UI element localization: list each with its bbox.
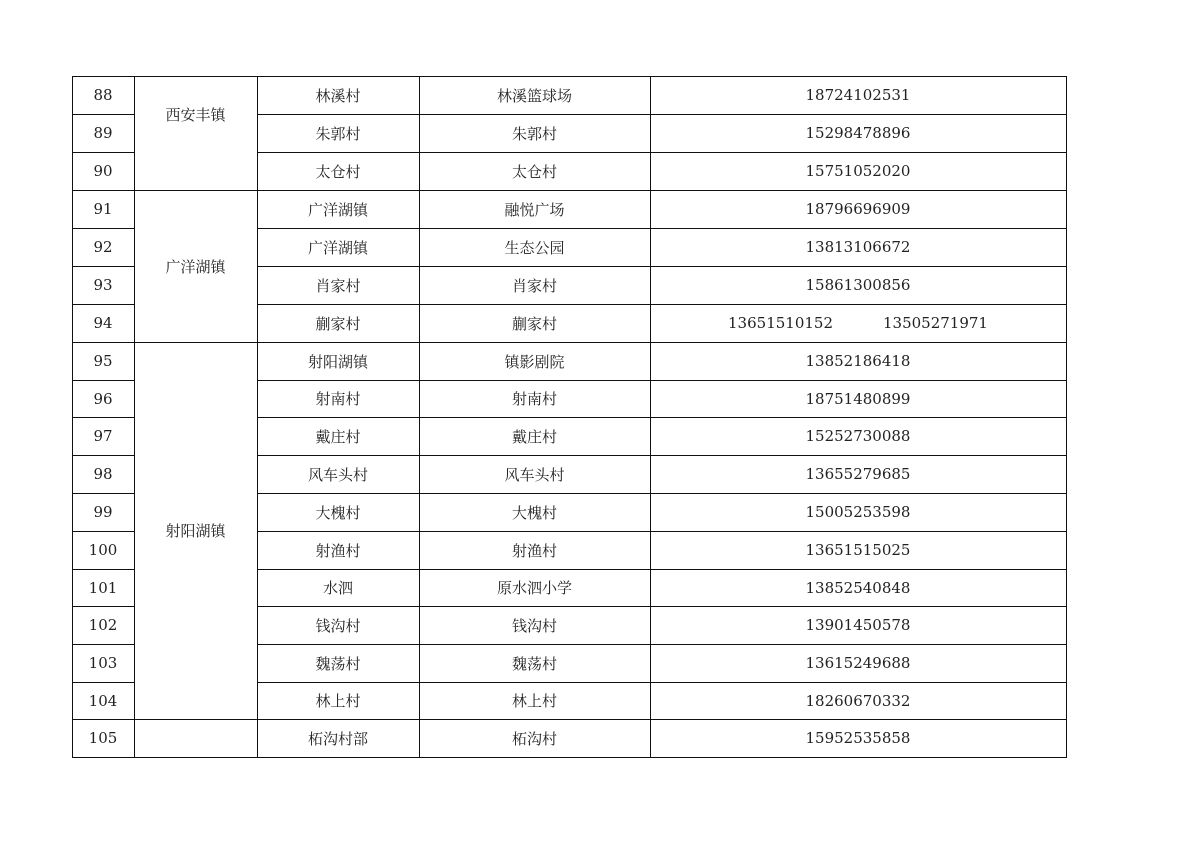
village-name: 射南村: [315, 390, 361, 408]
site-name: 蒯家村: [511, 314, 557, 333]
row-separator: [257, 228, 1067, 229]
row-number: 98: [93, 465, 113, 483]
row-separator: [257, 417, 1067, 418]
row-number: 102: [88, 616, 118, 634]
group-separator: [72, 190, 1067, 191]
row-separator: [257, 682, 1067, 683]
row-separator: [257, 380, 1067, 381]
site-name: 原水泗小学: [496, 579, 572, 597]
phone-number: 18724102531: [805, 86, 911, 104]
village-name: 魏荡村: [315, 654, 361, 673]
row-separator: [257, 531, 1067, 532]
row-separator: [72, 114, 135, 115]
phone-number: 13651510152: [728, 314, 833, 332]
site-name: 魏荡村: [511, 654, 557, 673]
row-separator: [257, 455, 1067, 456]
village-name: 大槐村: [315, 503, 361, 522]
village-name: 肖家村: [315, 276, 361, 295]
row-separator: [257, 266, 1067, 267]
phone-number: 13852186418: [805, 352, 911, 370]
site-name: 风车头村: [504, 465, 565, 484]
village-name: 林溪村: [315, 86, 361, 105]
row-number: 96: [93, 389, 113, 408]
row-separator: [257, 493, 1067, 494]
column-separator: [134, 76, 135, 758]
row-separator: [72, 266, 135, 267]
column-separator: [72, 76, 73, 758]
row-separator: [257, 606, 1067, 607]
village-name: 林上村: [315, 692, 361, 710]
site-name: 镇影剧院: [504, 352, 565, 371]
row-number: 88: [93, 86, 113, 104]
phone-number: 13655279685: [805, 465, 911, 483]
site-name: 戴庄村: [511, 427, 557, 446]
village-name: 射渔村: [315, 541, 361, 560]
group-separator: [72, 342, 1067, 343]
village-name: 戴庄村: [315, 427, 361, 446]
row-separator: [257, 644, 1067, 645]
column-separator: [419, 76, 420, 758]
phone-number: 13813106672: [805, 238, 911, 256]
village-name: 广洋湖镇: [307, 238, 368, 257]
phone-number: 13505271971: [883, 314, 988, 332]
site-name: 融悦广场: [504, 200, 565, 219]
row-number: 89: [93, 124, 113, 142]
row-separator: [72, 606, 135, 607]
site-name: 生态公园: [504, 238, 565, 257]
town-name: 广洋湖镇: [165, 257, 226, 276]
row-separator: [257, 114, 1067, 115]
row-separator: [72, 569, 135, 570]
column-separator: [1066, 76, 1067, 758]
row-separator: [72, 228, 135, 229]
site-name: 太仓村: [511, 162, 557, 181]
village-name: 风车头村: [307, 465, 368, 484]
phone-number-cell: [650, 304, 1066, 342]
column-separator: [650, 76, 651, 758]
row-separator: [72, 304, 135, 305]
village-name: 太仓村: [315, 162, 361, 181]
row-separator: [72, 455, 135, 456]
row-separator: [72, 417, 135, 418]
table-bottom-border: [72, 757, 1067, 758]
site-name: 朱郭村: [511, 124, 557, 143]
row-separator: [72, 380, 135, 381]
row-separator: [257, 152, 1067, 153]
row-separator: [72, 682, 135, 683]
column-separator: [257, 76, 258, 758]
town-name: [134, 719, 257, 757]
row-number: 105: [88, 729, 118, 747]
row-separator: [72, 493, 135, 494]
phone-number: 18796696909: [805, 200, 911, 218]
phone-number: 15298478896: [805, 124, 911, 142]
row-number: 99: [93, 503, 113, 521]
row-separator: [72, 152, 135, 153]
site-name: 钱沟村: [511, 616, 557, 635]
table-top-border: [72, 76, 1067, 77]
site-name: 大槐村: [511, 503, 557, 522]
row-number: 95: [93, 352, 113, 370]
phone-number: 13852540848: [805, 578, 911, 597]
phone-number: 18260670332: [805, 691, 911, 710]
phone-number: 13901450578: [805, 616, 911, 634]
row-separator: [72, 644, 135, 645]
row-number: 90: [93, 162, 113, 180]
phone-number: 15252730088: [805, 427, 911, 445]
town-name: 射阳湖镇: [165, 522, 226, 540]
village-name: 柘沟村部: [307, 729, 368, 748]
town-name: 西安丰镇: [165, 106, 226, 124]
site-name: 射渔村: [511, 541, 557, 560]
village-name: 水泗: [322, 579, 353, 597]
village-name: 蒯家村: [315, 314, 361, 333]
group-separator: [72, 719, 1067, 720]
row-separator: [72, 531, 135, 532]
site-name: 林上村: [511, 692, 557, 710]
row-number: 93: [93, 276, 113, 294]
village-name: 广洋湖镇: [307, 200, 368, 219]
phone-number: 13651515025: [805, 541, 911, 559]
row-number: 104: [88, 691, 118, 710]
phone-number: 13615249688: [805, 654, 911, 672]
row-number: 100: [88, 541, 118, 559]
phone-number: 15005253598: [805, 503, 911, 521]
site-name: 射南村: [511, 390, 557, 408]
row-separator: [257, 304, 1067, 305]
row-number: 91: [93, 200, 113, 218]
row-number: 101: [88, 578, 118, 597]
phone-number: 18751480899: [805, 389, 911, 408]
row-number: 103: [88, 654, 118, 672]
phone-number: 15952535858: [805, 729, 911, 747]
village-name: 钱沟村: [315, 616, 361, 635]
village-name: 射阳湖镇: [307, 352, 368, 371]
site-name: 肖家村: [511, 276, 557, 295]
site-name: 柘沟村: [511, 729, 557, 748]
phone-number: 15751052020: [805, 162, 911, 180]
row-number: 94: [93, 314, 113, 332]
row-number: 97: [93, 427, 113, 445]
site-name: 林溪篮球场: [496, 86, 572, 105]
row-number: 92: [93, 238, 113, 256]
village-name: 朱郭村: [315, 124, 361, 143]
row-separator: [257, 569, 1067, 570]
phone-number: 15861300856: [805, 276, 911, 294]
